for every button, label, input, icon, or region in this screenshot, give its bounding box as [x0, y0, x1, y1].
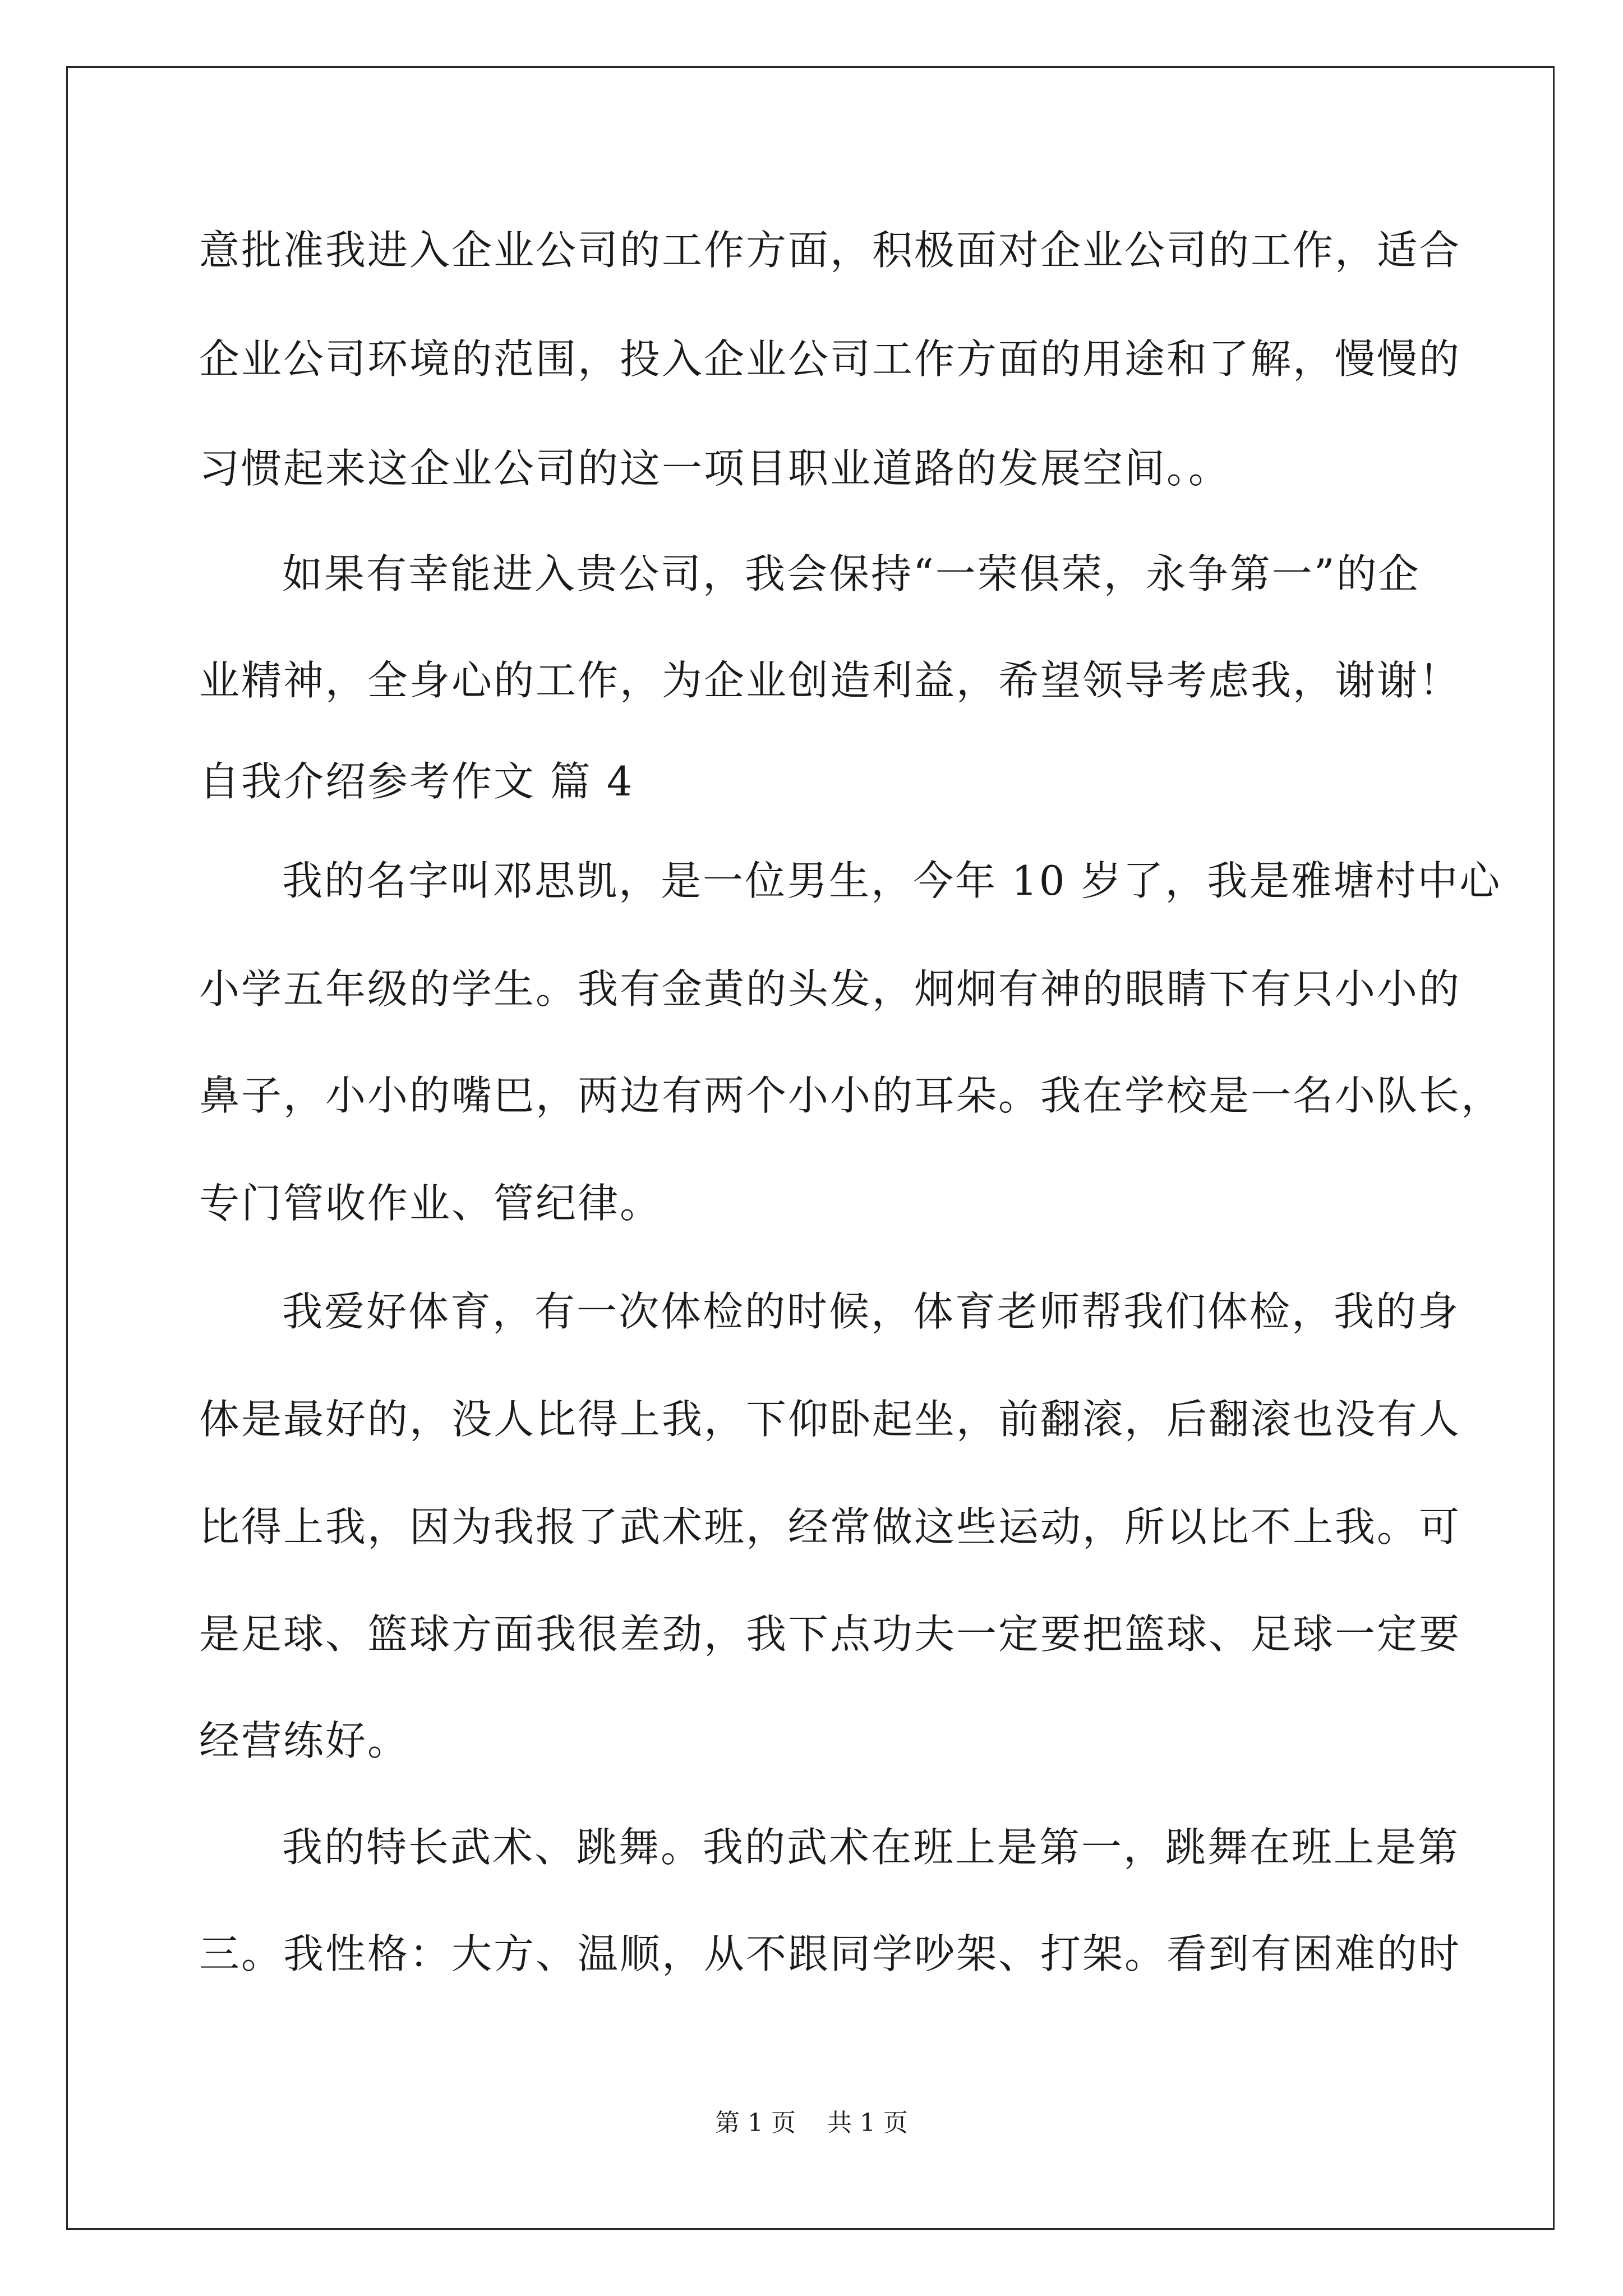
text-line: 体是最好的，没人比得上我，下仰卧起坐，前翻滚，后翻滚也没有人: [199, 1396, 1461, 1443]
paragraph-start-line: 我的名字叫邓思凯，是一位男生，今年 10 岁了，我是雅塘村中心: [282, 857, 1502, 904]
paragraph-start-line: 如果有幸能进入贵公司，我会保持“一荣俱荣，永争第一”的企: [282, 550, 1421, 597]
text-line: 小学五年级的学生。我有金黄的头发，炯炯有神的眼睛下有只小小的: [199, 965, 1461, 1013]
page-border: [66, 66, 1555, 2230]
text-line: 习惯起来这企业公司的这一项目职业道路的发展空间。。: [199, 445, 1231, 492]
text-line: 鼻子，小小的嘴巴，两边有两个小小的耳朵。我在学校是一名小队长，: [199, 1072, 1504, 1119]
text-line: 经营练好。: [199, 1717, 410, 1764]
text-line: 比得上我，因为我报了武术班，经常做这些运动，所以比不上我。可: [199, 1503, 1461, 1550]
section-heading: 自我介绍参考作文 篇 4: [199, 758, 634, 805]
text-line: 三。我性格：大方、温顺，从不跟同学吵架、打架。看到有困难的时: [199, 1930, 1461, 1977]
text-line: 是足球、篮球方面我很差劲，我下点功夫一定要把篮球、足球一定要: [199, 1611, 1461, 1658]
text-line: 意批准我进入企业公司的工作方面，积极面对企业公司的工作，适合: [199, 227, 1461, 274]
text-line: 专门管收作业、管纪律。: [199, 1180, 662, 1227]
paragraph-start-line: 我的特长武术、跳舞。我的武术在班上是第一，跳舞在班上是第: [282, 1824, 1460, 1871]
paragraph-start-line: 我爱好体育，有一次体检的时候，体育老师帮我们体检，我的身: [282, 1288, 1460, 1335]
text-line: 业精神，全身心的工作，为企业创造利益，希望领导考虑我，谢谢！: [199, 657, 1461, 704]
page-number-footer: 第 1 页 共 1 页: [715, 2109, 908, 2137]
text-line: 企业公司环境的范围，投入企业公司工作方面的用途和了解，慢慢的: [199, 335, 1461, 383]
